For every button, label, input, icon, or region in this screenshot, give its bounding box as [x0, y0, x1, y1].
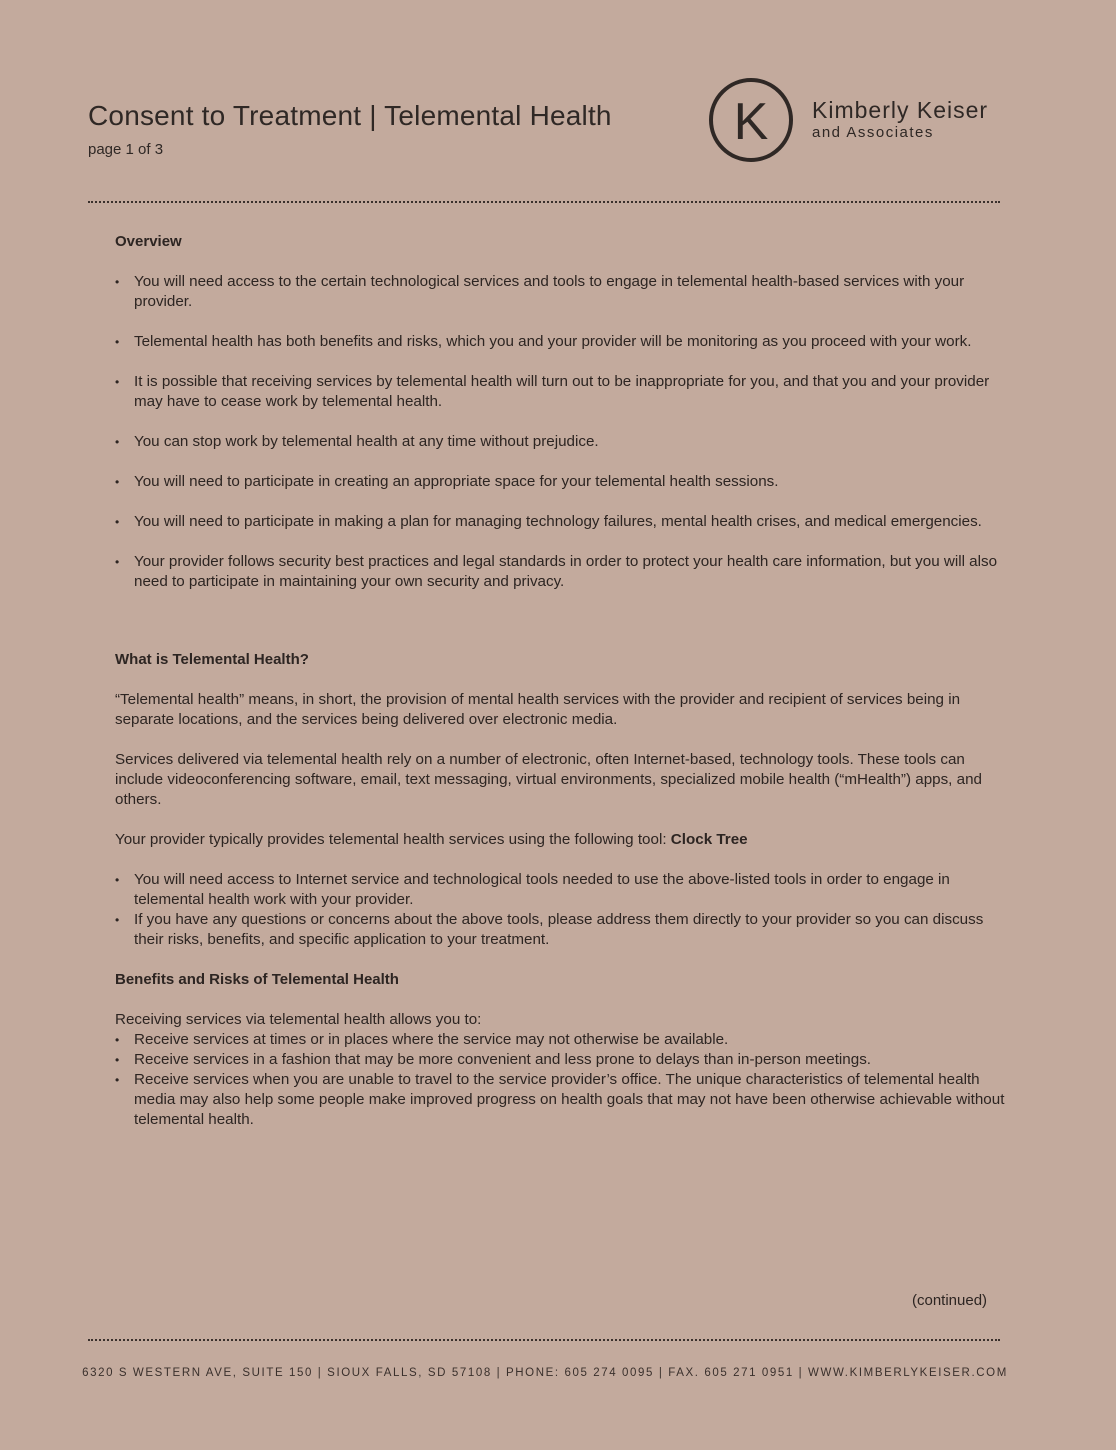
top-divider: [88, 201, 1000, 203]
logo-name: Kimberly Keiser: [812, 97, 989, 123]
list-item: • You will need to participate in creating an appropriate space for your telemental health sessions.: [115, 472, 1015, 492]
benefits-heading: Benefits and Risks of Telemental Health: [115, 971, 399, 988]
list-item: • If you have any questions or concerns about the above tools, please address them directly to your provider so you can discuss their risks, benefits, and specific application to your treatment.: [115, 910, 1015, 950]
list-item: • You will need to participate in making a plan for managing technology failures, mental health crises, and medical emergencies.: [115, 512, 1015, 532]
page-number: page 1 of 3: [88, 141, 164, 158]
tools-list: [115, 870, 1015, 950]
list-item: • Your provider follows security best practices and legal standards in order to protect your health care information, but you will also need to participate in maintaining your own security and privacy.: [115, 552, 1015, 592]
logo-subtitle: and Associates: [812, 124, 934, 141]
tool-intro: Your provider typically provides telemental health services using the following tool:: [115, 831, 671, 848]
what-is-heading: What is Telemental Health?: [115, 651, 309, 668]
list-item: • Receive services when you are unable to travel to the service provider’s office. The unique characteristics of telemental health media may also help some people make improved progress on health goals that may not have been otherwise achievable without telemental health.: [115, 1070, 1015, 1130]
list-item: • It is possible that receiving services by telemental health will turn out to be inappropriate for you, and that you and your provider may have to cease work by telemental health.: [115, 372, 1015, 412]
overview-heading: Overview: [115, 233, 182, 250]
what-is-paragraph-1: “Telemental health” means, in short, the provision of mental health services with the provider and recipient of services being in separate locations, and the services being delivered over electronic media.: [115, 691, 961, 728]
list-item: • You will need access to Internet service and technological tools needed to use the above-listed tools in order to engage in telemental health work with your provider.: [115, 870, 1015, 910]
overview-list: [115, 272, 1015, 592]
benefits-intro: Receiving services via telemental health allows you to:: [115, 1011, 482, 1028]
continued-label: (continued): [912, 1292, 988, 1309]
footer-address: 6320 S WESTERN AVE, SUITE 150 | SIOUX FALLS, SD 57108 | PHONE: 605 274 0095 | FAX. 605 271 0951 | WWW.KIMBERLYKEISER.COM: [82, 1367, 1008, 1379]
page-title: Consent to Treatment | Telemental Health: [88, 100, 612, 131]
list-item: • Telemental health has both benefits and risks, which you and your provider will be monitoring as you proceed with your work.: [115, 332, 1015, 352]
list-item: • You can stop work by telemental health at any time without prejudice.: [115, 432, 1015, 452]
what-is-paragraph-2: Services delivered via telemental health rely on a number of electronic, often Internet-based, technology tools. These tools can include videoconferencing software, email, text messaging, virtual environments, specialized mobile health (“mHealth”) apps, and others.: [115, 751, 982, 808]
tool-name: Clock Tree: [670, 831, 748, 848]
logo-monogram: K: [733, 93, 769, 151]
document-body: [115, 232, 1015, 1130]
monogram-circle-icon: [708, 78, 798, 164]
bottom-divider: [88, 1339, 1000, 1341]
list-item: • Receive services in a fashion that may be more convenient and less prone to delays than in-person meetings.: [115, 1050, 1015, 1070]
tool-paragraph: [115, 830, 1015, 850]
company-logo: [708, 78, 1008, 164]
list-item: • Receive services at times or in places where the service may not otherwise be available.: [115, 1030, 1015, 1050]
benefits-list: [115, 1030, 1015, 1130]
list-item: • You will need access to the certain technological services and tools to engage in telemental health-based services with your provider.: [115, 272, 1015, 312]
